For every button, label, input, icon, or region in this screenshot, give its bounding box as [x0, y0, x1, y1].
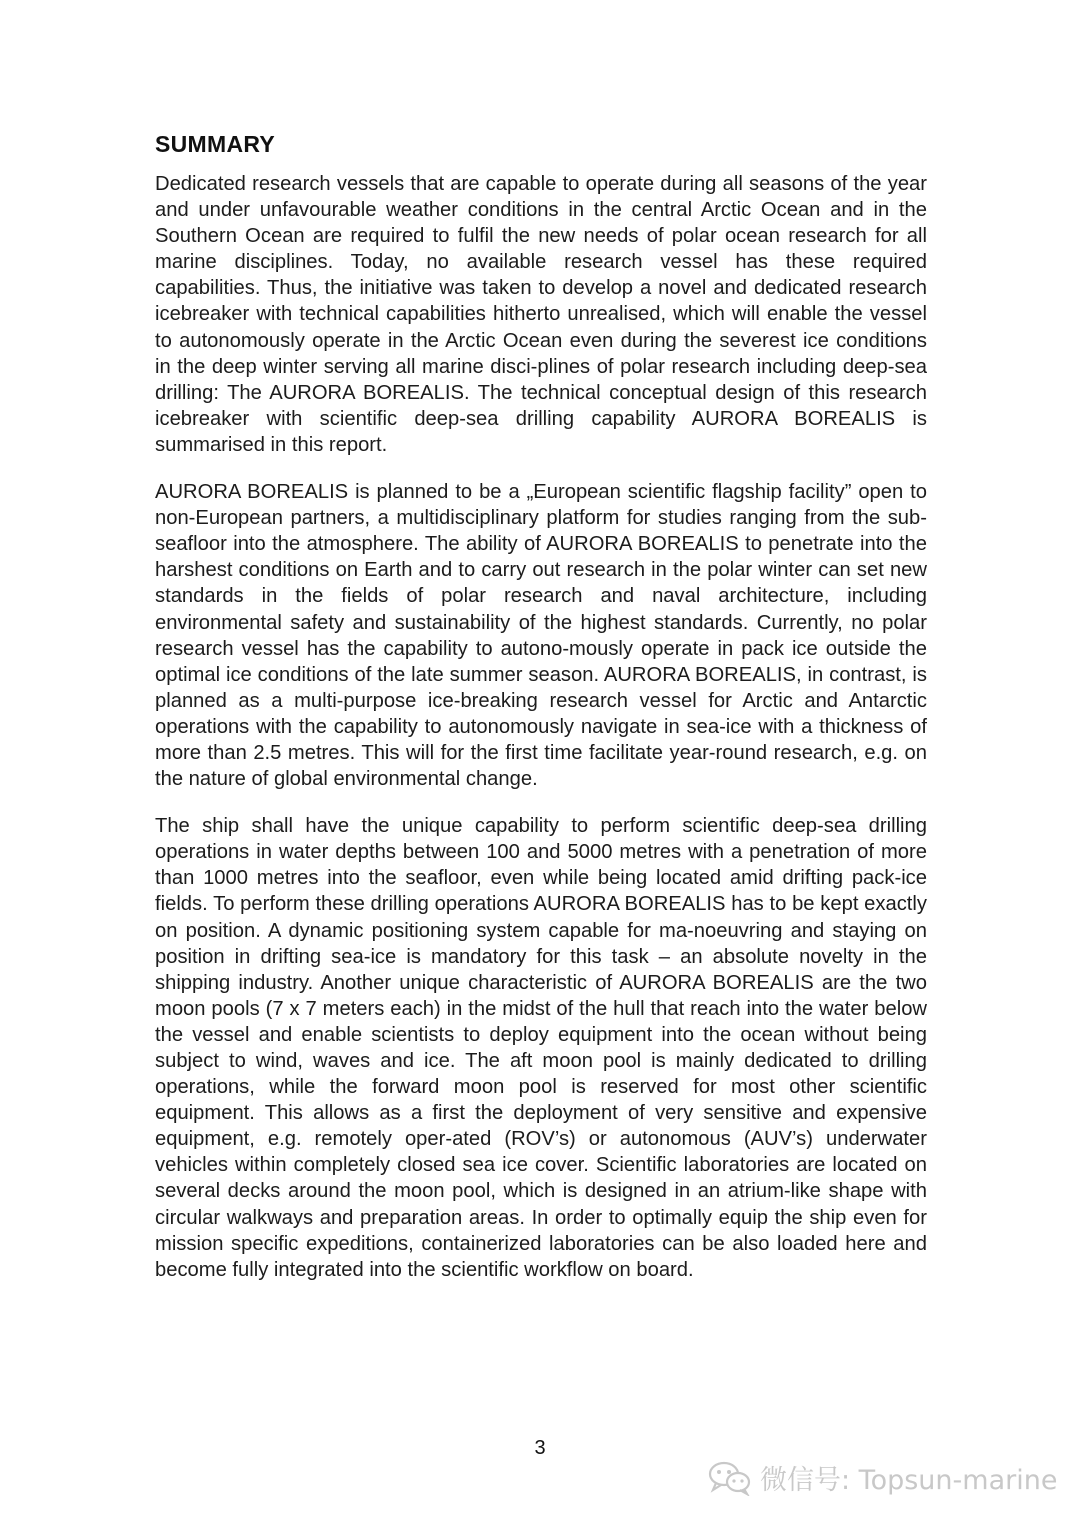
paragraph-2: AURORA BOREALIS is planned to be a „European scientific flagship facility” open to non-European partners, a multidisciplinary platform for studies ranging from the sub-seafloor into the atmosphere. The ability of AURORA BOREALIS to penetrate into the harshest conditions on Earth and to carry out research in the polar winter can set new standards in the fields of polar research and naval architecture, including environmental safety and sustainability of the highest standards. Currently, no polar research vessel has the capability to autono-mously operate in pack ice outside the optimal ice conditions of the late summer season. AURORA BOREALIS, in contrast, is planned as a multi-purpose ice-breaking research vessel for Arctic and Antarctic operations with the capability to autonomously navigate in sea-ice with a thickness of more than 2.5 metres. This will for the first time facilitate year-round research, e.g. on the nature of global environmental change.: [155, 481, 927, 791]
paragraph-3: The ship shall have the unique capability to perform scientific deep-sea drilling operations in water depths between 100 and 5000 metres with a penetration of more than 1000 metres into the seafloor, even while being located amid drifting pack-ice fields. To perform these drilling operations AURORA BOREALIS has to be kept exactly on position. A dynamic positioning system capable for ma-noeuvring and staying on position in drifting sea-ice is mandatory for this task – an absolute novelty in the shipping industry. Another unique characteristic of AURORA BOREALIS are the two moon pools (7 x 7 meters each) in the midst of the hull that reach into the water below the vessel and enable scientists to deploy equipment into the ocean without being subject to wind, waves and ice. The aft moon pool is mainly dedicated to drilling operations, while the forward moon pool is reserved for most other scientific equipment. This allows as a first the deployment of very sensitive and expensive equipment, e.g. remotely oper-ated (ROV’s) or autonomous (AUV’s) underwater vehicles within completely closed sea ice cover. Scientific laboratories are located on several decks around the moon pool, which is designed in an atrium-like shape with circular walkways and preparation areas. In order to optimally equip the ship even for mission specific expeditions, containerized laboratories can be also loaded here and become fully integrated into the scientific workflow on board.: [155, 815, 927, 1281]
document-page: [155, 127, 927, 1304]
page-number: 3: [534, 1437, 546, 1459]
watermark: [708, 1458, 1057, 1497]
wechat-icon: [708, 1460, 752, 1496]
paragraph-1: Dedicated research vessels that are capable to operate during all seasons of the year and under unfavourable weather conditions in the central Arctic Ocean and in the Southern Ocean are required to fulfil the new needs of polar ocean research for all marine disciplines. Today, no available research vessel has these required capabilities. Thus, the initiative was taken to develop a novel and dedicated research icebreaker with technical capabilities hitherto unrealised, which will enable the vessel to autonomously operate in the Arctic Ocean even during the severest ice conditions in the deep winter serving all marine disci-plines of polar research including deep-sea drilling: The AURORA BOREALIS. The technical conceptual design of this research icebreaker with scientific deep-sea drilling capability AURORA BOREALIS is summarised in this report.: [155, 173, 927, 456]
watermark-text: 微信号: Topsun-marine: [760, 1465, 1058, 1496]
section-heading: SUMMARY: [155, 131, 276, 157]
